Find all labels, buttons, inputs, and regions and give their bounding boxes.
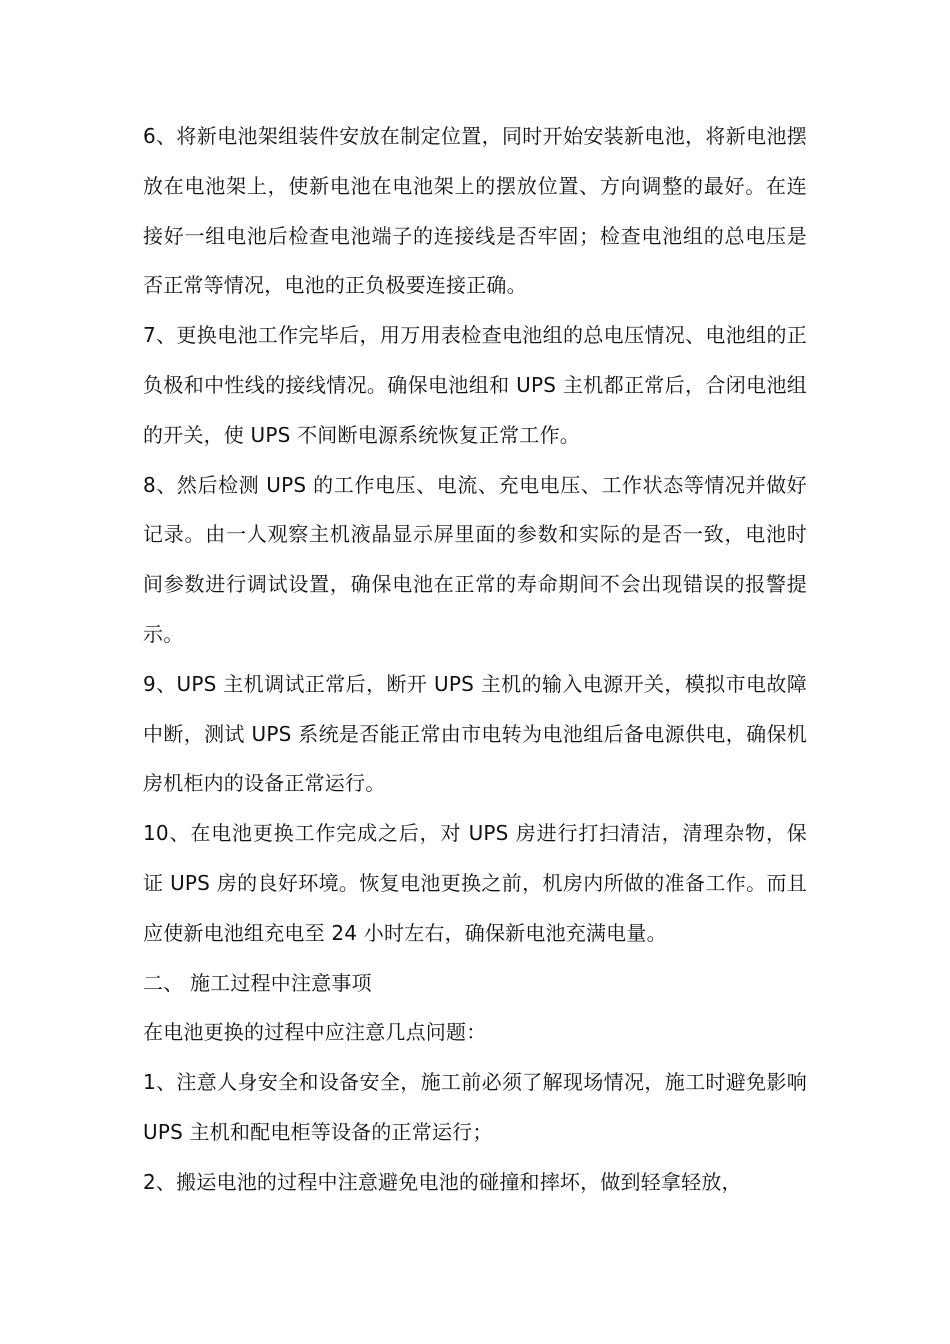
paragraph-intro: 在电池更换的过程中应注意几点问题：	[143, 1020, 487, 1045]
paragraph-note-2: 2、搬运电池的过程中注意避免电池的碰撞和摔坏，做到轻拿轻放，	[143, 1169, 742, 1194]
section-heading: 二、 施工过程中注意事项	[143, 970, 372, 995]
paragraph-note-1: 1、注意人身安全和设备安全，施工前必须了解现场情况，施工时避免影响 UPS 主机和配电柜等设备的正常运行；	[143, 1070, 807, 1144]
document-body	[143, 112, 807, 1208]
paragraph-step-9: 9、UPS 主机调试正常后，断开 UPS 主机的输入电源开关，模拟市电故障中断，测试 UPS 系统是否能正常由市电转为电池组后备电源供电，确保机房机柜内的设备正常运行。	[143, 671, 807, 796]
paragraph-step-8: 8、然后检测 UPS 的工作电压、电流、充电电压、工作状态等情况并做好记录。由一人观察主机液晶显示屏里面的参数和实际的是否一致，电池时间参数进行调试设置，确保电池在正常的寿命期间不会出现错误的报警提示。	[143, 472, 807, 646]
paragraph-step-6: 6、将新电池架组装件安放在制定位置，同时开始安装新电池，将新电池摆放在电池架上，使新电池在电池架上的摆放位置、方向调整的最好。在连接好一组电池后检查电池端子的连接线是否牢固；检查电池组的总电压是否正常等情况，电池的正负极要连接正确。	[143, 124, 807, 298]
paragraph-step-10: 10、在电池更换工作完成之后，对 UPS 房进行打扫清洁，清理杂物，保证 UPS 房的良好环境。恢复电池更换之前，机房内所做的准备工作。而且应使新电池组充电至 24 小时左右，确保新电池充满电量。	[143, 821, 807, 945]
paragraph-step-7: 7、更换电池工作完毕后，用万用表检查电池组的总电压情况、电池组的正负极和中性线的接线情况。确保电池组和 UPS 主机都正常后，合闭电池组的开关，使 UPS 不间断电源系统恢复正常工作。	[143, 323, 807, 447]
